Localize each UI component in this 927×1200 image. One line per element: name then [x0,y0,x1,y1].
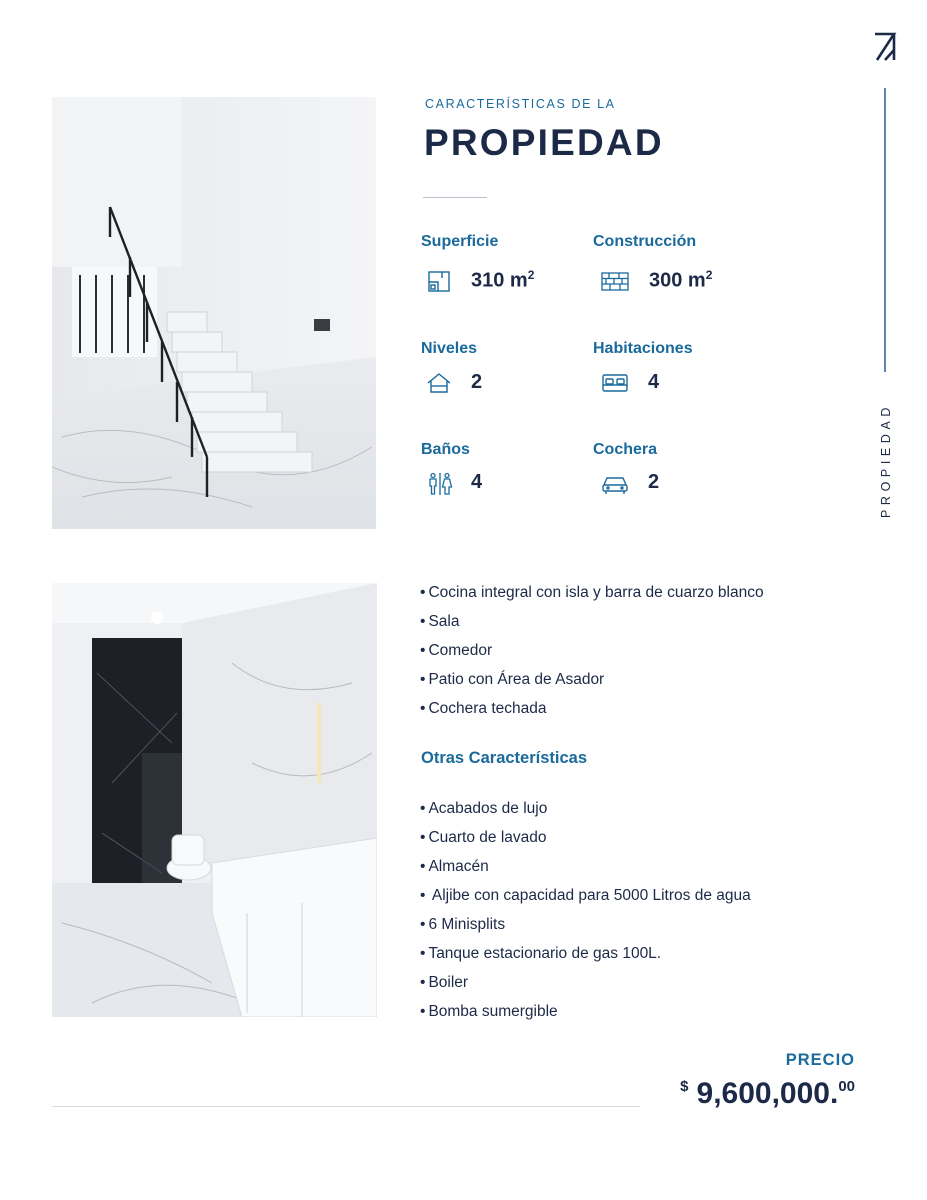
bathroom-photo [52,583,377,1017]
spec-value-construccion: 300 $m^2$ [649,268,713,292]
list-item: • 6 Minisplits [420,916,506,933]
restroom-icon [426,472,454,496]
spec-label-cochera: Cochera [593,441,658,458]
title-divider [423,197,487,198]
price-value [680,1077,855,1111]
staircase-photo [52,97,376,529]
list-item: • Aljibe con capacidad para 5000 Litros de agua [420,887,751,904]
list-item: • Comedor [420,642,493,659]
spec-value-cochera: 2 [648,471,660,493]
features-list [420,583,764,728]
list-item: • Acabados de lujo [420,800,548,817]
list-item: • Cuarto de lavado [420,829,547,846]
list-item: • Tanque estacionario de gas 100L. [420,945,662,962]
list-item: • Cochera techada [420,700,547,717]
section-eyebrow: CARACTERÍSTICAS DE LA [425,97,616,111]
spec-label-superficie: Superficie [421,233,499,250]
list-item: • Bomba sumergible [420,1003,558,1020]
floorplan-icon [426,270,454,294]
spec-label-banos: Baños [421,441,470,458]
house-icon [426,371,454,395]
price-cents: 00 [838,1078,855,1095]
bed-icon [601,371,629,395]
car-icon [601,472,629,496]
footer-divider [52,1106,640,1107]
list-item: • Almacén [420,858,489,875]
list-item: • Boiler [420,974,469,991]
price-label: PRECIO [785,1051,855,1069]
spec-value-habitaciones: 4 [648,371,660,393]
page-title: PROPIEDAD [424,122,664,163]
price-amount: 9,600,000. [696,1077,839,1110]
spec-value-superficie: 310 $m^2$ [471,268,535,292]
brick-wall-icon [601,270,629,294]
spec-value-banos: 4 [471,471,483,493]
brand-logo-icon [872,30,898,64]
list-item: • Patio con Área de Asador [420,671,605,688]
spec-value-niveles: 2 [471,371,483,393]
price-currency: $ [680,1078,689,1095]
other-features-list [420,799,751,1031]
side-section-label: PROPIEDAD [879,402,893,518]
spec-label-construccion: Construcción [593,233,697,250]
spec-label-habitaciones: Habitaciones [593,340,693,357]
list-item: • Cocina integral con isla y barra de cuarzo blanco [420,584,764,601]
list-item: • Sala [420,613,460,630]
side-rail-line [884,88,886,372]
other-features-heading: Otras Características [421,749,588,767]
spec-label-niveles: Niveles [421,340,478,357]
